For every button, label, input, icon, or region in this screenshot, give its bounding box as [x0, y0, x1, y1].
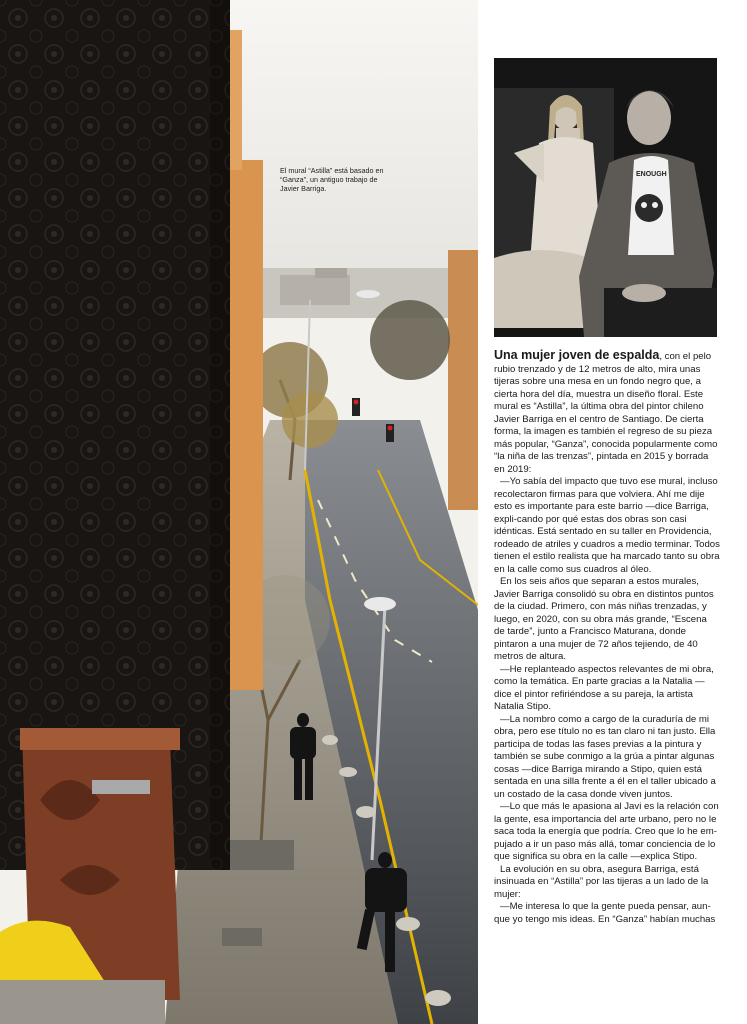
shirt-text: ENOUGH	[636, 171, 667, 178]
portrait-illustration	[494, 58, 717, 337]
article-paragraph: —Yo sabía del impacto que tuvo ese mural, incluso recolectaron firmas para que volviera. Ahí me dije esto es importante para este barrio —dice Barriga, expli-cando por qué estas dos obras son casi idénticas. Está sentado en su taller en Providencia, rodeado de atriles y cuadros a medio terminar. Todos tienen el estilo realista que ha marcado tanto su obra en la calle como sus cuadros al óleo.	[494, 476, 720, 575]
article-paragraph: La evolución en su obra, asegura Barriga, está insinuada en “Astilla” por las tijeras a un lado de la mujer:	[494, 863, 709, 900]
article-paragraph: —Me interesa lo que la gente pueda pensar, aun-que yo tengo mis ideas. En “Ganza” habían muchas	[494, 901, 716, 925]
photo-caption: El mural “Astilla” está basado en “Ganza”, un antiguo trabajo de Javier Barriga.	[280, 166, 384, 193]
article-body	[494, 349, 720, 926]
article-paragraph: En los seis años que separan a estos murales, Javier Barriga consolidó su obra en distintos puntos de la ciudad. Primero, con más niñas trenzadas, y luego, en 2020, con su obra más grande, “Escena de tarde”, junto a Francisco Maturana, donde pintaron a una mujer de 72 años tejiendo, de 40 metros de altura.	[494, 576, 714, 662]
article-paragraph: —La nombro como a cargo de la curaduría de mi obra, pero ese título no es tan claro ni tan justo. Ella participa de todas las fases previas a la pintura y también se sube conmigo a la grúa a pintar algunas cosas —dice Barriga mirando a Stipo, quien está sentada en una silla frente a él en el taller ubicado a un costado de la casa donde viven juntos.	[494, 713, 716, 800]
article-paragraph: —He replanteado aspectos relevantes de mi obra, como la temática. En parte gracias a la Natalia —dice el pintor refiriéndose a su pareja, la artista Natalia Stipo.	[494, 663, 714, 712]
lead-text: , con el pelo rubio trenzado y de 12 metros de alto, mira unas tijeras sobre una mesa en un fondo negro que, a cierta hora del día, muestra un diseño floral. Este mural es “Astilla”, la última obra del pintor chileno Javier Barriga en el centro de Santiago. De cierta forma, la imagen es también el regreso de su pieza más popular, “Ganza”, conocida popularmente como “la niña de las trenzas”, pintada en 2015 y borrada en 2019:	[494, 351, 718, 475]
artists-portrait	[494, 58, 717, 337]
article-lead	[494, 349, 720, 476]
article-paragraph: —Lo que más le apasiona al Javi es la relación con la gente, esa importancia del arte urbano, pero no le saca toda la energía que podría. Creo que lo he em-pujado a ir un paso más allá, tomar conciencia de lo que significa su obra en la calle —explica Stipo.	[494, 801, 719, 862]
article-headline: Una mujer joven de espalda	[494, 348, 660, 362]
